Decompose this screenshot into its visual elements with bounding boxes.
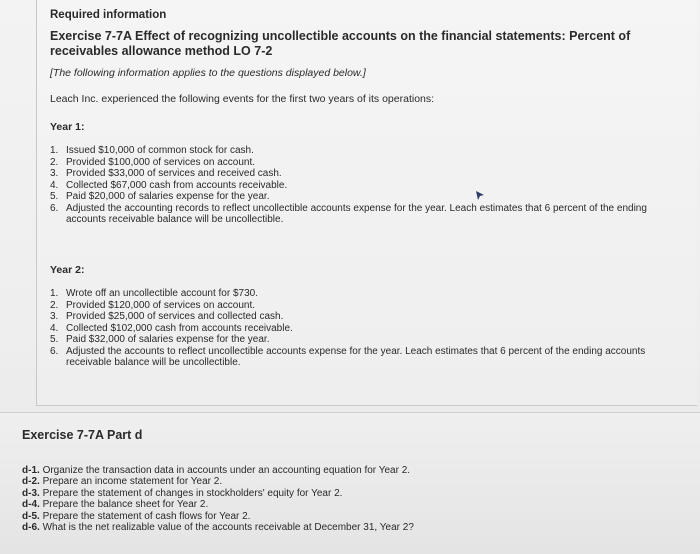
- event-text: Collected $102,000 cash from accounts receivable.: [66, 322, 293, 334]
- part-d-task-item: [22, 499, 622, 510]
- year1-event-item: [50, 145, 670, 157]
- task-id: d-1.: [22, 465, 40, 476]
- year2-event-item: [50, 334, 670, 346]
- event-text: Provided $25,000 of services and collected cash.: [66, 311, 284, 322]
- task-text: Prepare an income statement for Year 2.: [42, 476, 223, 488]
- task-text: Prepare the statement of cash flows for Year 2.: [42, 510, 251, 522]
- event-text: Collected $67,000 cash from accounts receivable.: [66, 179, 288, 191]
- part-d-heading: Exercise 7-7A Part d: [22, 428, 143, 442]
- event-text: Provided $100,000 of services on account.: [66, 156, 256, 168]
- year2-event-item: [50, 288, 670, 300]
- task-id: d-6.: [22, 522, 40, 534]
- event-text: Provided $33,000 of services and received cash.: [66, 168, 282, 179]
- part-d-task-item: [22, 465, 622, 476]
- year-2-heading: Year 2:: [50, 264, 85, 276]
- exercise-title: Exercise 7-7A Effect of recognizing uncollectible accounts on the financial statements: Percent of receivables allowance method LO 7-2: [50, 29, 631, 58]
- instruction-note: [The following information applies to the questions displayed below.]: [50, 67, 366, 79]
- event-number: 3.: [50, 168, 59, 179]
- task-text: Prepare the statement of changes in stockholders' equity for Year 2.: [42, 487, 343, 499]
- task-text: Prepare the balance sheet for Year 2.: [42, 499, 209, 511]
- event-number: 1.: [50, 145, 59, 156]
- year1-event-item: [50, 191, 670, 203]
- year2-event-item: [50, 311, 670, 323]
- event-number: 5.: [50, 191, 59, 202]
- part-d-task-list: [22, 465, 622, 533]
- year-1-heading: Year 1:: [50, 121, 85, 133]
- year1-event-item: [50, 203, 670, 226]
- part-d-task-item: [22, 476, 622, 487]
- task-text: Organize the transaction data in accounts under an accounting equation for Year 2.: [42, 465, 411, 476]
- event-number: 1.: [50, 288, 59, 299]
- event-number: 2.: [50, 299, 59, 311]
- year2-event-item: [50, 346, 670, 369]
- event-number: 3.: [50, 311, 59, 322]
- event-text: Adjusted the accounts to reflect uncollectible accounts expense for the year. Leach estimates that 6 percent of the ending accounts receivable balance will be uncollectible.: [66, 345, 646, 368]
- event-text: Adjusted the accounting records to reflect uncollectible accounts expense for the year. Leach estimates that 6 percent of the ending accounts receivable balance will be uncollectible.: [66, 202, 647, 225]
- event-number: 4.: [50, 179, 59, 191]
- event-text: Paid $20,000 of salaries expense for the year.: [66, 191, 270, 202]
- task-id: d-2.: [22, 476, 40, 488]
- event-number: 2.: [50, 156, 59, 168]
- event-number: 5.: [50, 334, 59, 345]
- year1-event-item: [50, 168, 670, 180]
- event-number: 4.: [50, 322, 59, 334]
- year1-event-item: [50, 157, 670, 169]
- event-number: 6.: [50, 345, 59, 357]
- part-d-task-item: [22, 511, 622, 522]
- year2-event-item: [50, 300, 670, 312]
- task-text: What is the net realizable value of the accounts receivable at December 31, Year 2?: [42, 522, 414, 534]
- intro-text: Leach Inc. experienced the following events for the first two years of its operations:: [50, 93, 435, 105]
- event-text: Provided $120,000 of services on account.: [66, 299, 256, 311]
- mouse-pointer-icon: [474, 190, 486, 202]
- task-id: d-4.: [22, 499, 40, 511]
- year2-event-item: [50, 323, 670, 335]
- event-text: Wrote off an uncollectible account for $730.: [66, 288, 258, 299]
- event-number: 6.: [50, 202, 59, 214]
- part-d-task-item: [22, 488, 622, 499]
- required-information-heading: Required information: [50, 9, 167, 21]
- part-d-task-item: [22, 522, 622, 533]
- event-text: Paid $32,000 of salaries expense for the year.: [66, 334, 270, 345]
- task-id: d-5.: [22, 510, 40, 522]
- year-1-event-list: [50, 145, 670, 226]
- year-2-event-list: [50, 288, 670, 369]
- task-id: d-3.: [22, 487, 40, 499]
- year1-event-item: [50, 180, 670, 192]
- event-text: Issued $10,000 of common stock for cash.: [66, 145, 254, 156]
